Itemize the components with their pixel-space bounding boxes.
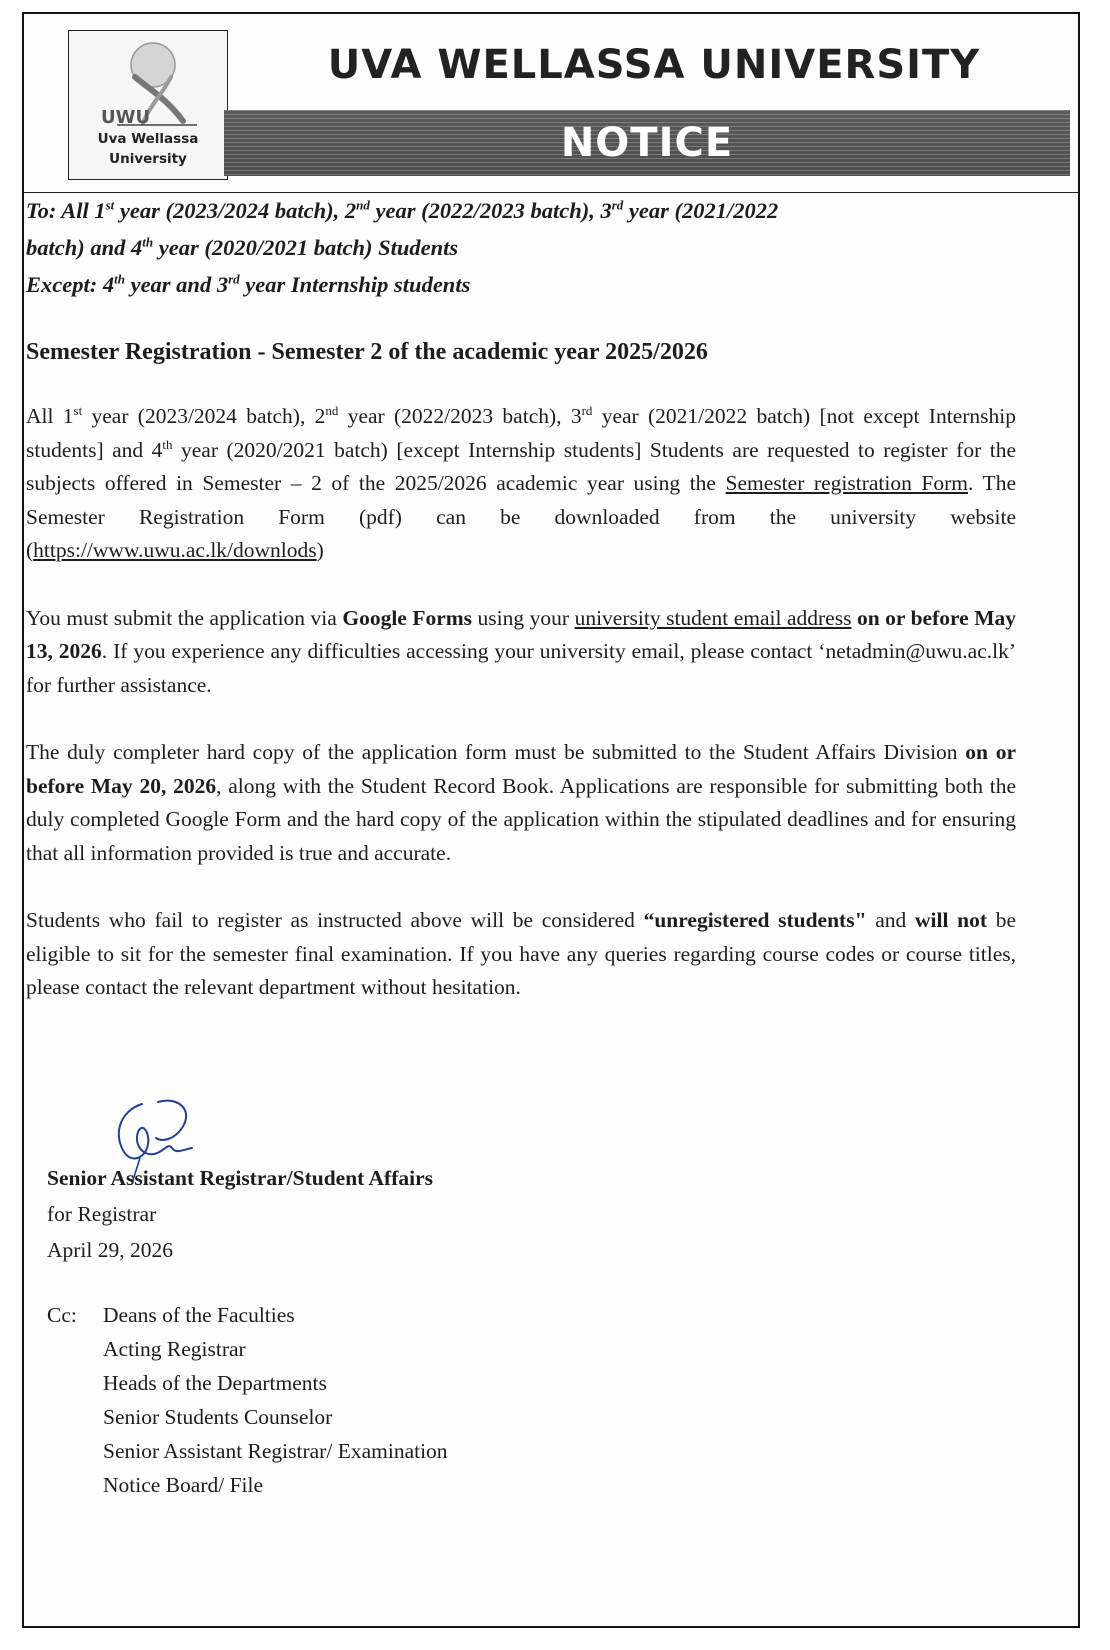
student-email-link: university student email address (574, 605, 852, 630)
notice-banner (224, 110, 1070, 176)
notice-body (26, 192, 1016, 1005)
university-emblem-icon (87, 37, 207, 129)
paragraph-google-forms: You must submit the application via Google Forms using your university student email address on or before May 13, 2026. If you experience any difficulties accessing your university email, please contact ‘netadmin@uwu.ac.lk’ for further assistance. (26, 605, 1017, 697)
signatory-title: Senior Assistant Registrar/Student Affairs (47, 1166, 434, 1190)
notice-date: April 29, 2026 (47, 1238, 174, 1262)
notice-subject: Semester Registration - Semester 2 of the academic year 2025/2026 (26, 339, 708, 365)
cc-label: Cc: (47, 1303, 77, 1327)
logo-caption-line1: Uva Wellassa (97, 131, 199, 147)
cc-row (47, 1298, 448, 1502)
signatory-for: for Registrar (47, 1202, 157, 1226)
cc-block (47, 1298, 448, 1502)
svg-text:UWU: UWU (101, 107, 151, 128)
cc-list (103, 1298, 448, 1502)
paragraph-hard-copy: The duly completer hard copy of the application form must be submitted to the Student Affairs Division on or before May 20, 2026, along with the Student Record Book. Applications are responsible for submitting both the duly completed Google Form and the hard copy of the application within the stipulated deadlines and for ensuring that all information provided is true and accurate. (26, 740, 1016, 865)
notice-header (24, 14, 1078, 193)
cc-item: Senior Students Counselor (103, 1405, 333, 1429)
exceptions-line: Except: 4th year and 3rd year Internship students (26, 271, 471, 297)
cc-item: Deans of the Faculties (103, 1303, 295, 1327)
signature-block (47, 1160, 433, 1268)
notice-label: NOTICE (560, 120, 734, 166)
registration-form-link[interactable]: Semester registration Form (725, 471, 968, 495)
downloads-url-link[interactable]: https://www.uwu.ac.lk/downlods (33, 538, 317, 562)
university-logo (68, 30, 228, 180)
cc-item: Notice Board/ File (103, 1473, 264, 1497)
recipients-line-1: To: All 1st year (2023/2024 batch), 2nd year (2022/2023 batch), 3rd year (2021/2022 (26, 197, 779, 223)
cc-item: Senior Assistant Registrar/ Examination (103, 1439, 448, 1463)
logo-caption (69, 129, 227, 169)
university-name: UVA WELLASSA UNIVERSITY (327, 42, 981, 88)
recipients-line-2: batch) and 4th year (2020/2021 batch) Students (26, 234, 459, 260)
paragraph-unregistered: Students who fail to register as instructed above will be considered “unregistered students" and will not be eligible to sit for the semester final examination. If you have any queries regarding course codes or course titles, please contact the relevant department without hesitation. (26, 908, 1016, 999)
cc-item: Heads of the Departments (103, 1371, 327, 1395)
recipients-block (26, 192, 1016, 303)
logo-caption-line2: University (109, 151, 187, 167)
paragraph-registration: All 1st year (2023/2024 batch), 2nd year (2022/2023 batch), 3rd year (2021/2022 batch) [not except Internship students] and 4th year (2020/2021 batch) [except Internship students] Students are requested to register for the subjects offered in Semester – 2 of the 2025/2026 academic year using the Semester registration Form. The Semester Registration Form (pdf) can be downloaded from the university website (https://www.uwu.ac.lk/downlods) (26, 402, 1016, 562)
cc-item: Acting Registrar (103, 1337, 246, 1361)
